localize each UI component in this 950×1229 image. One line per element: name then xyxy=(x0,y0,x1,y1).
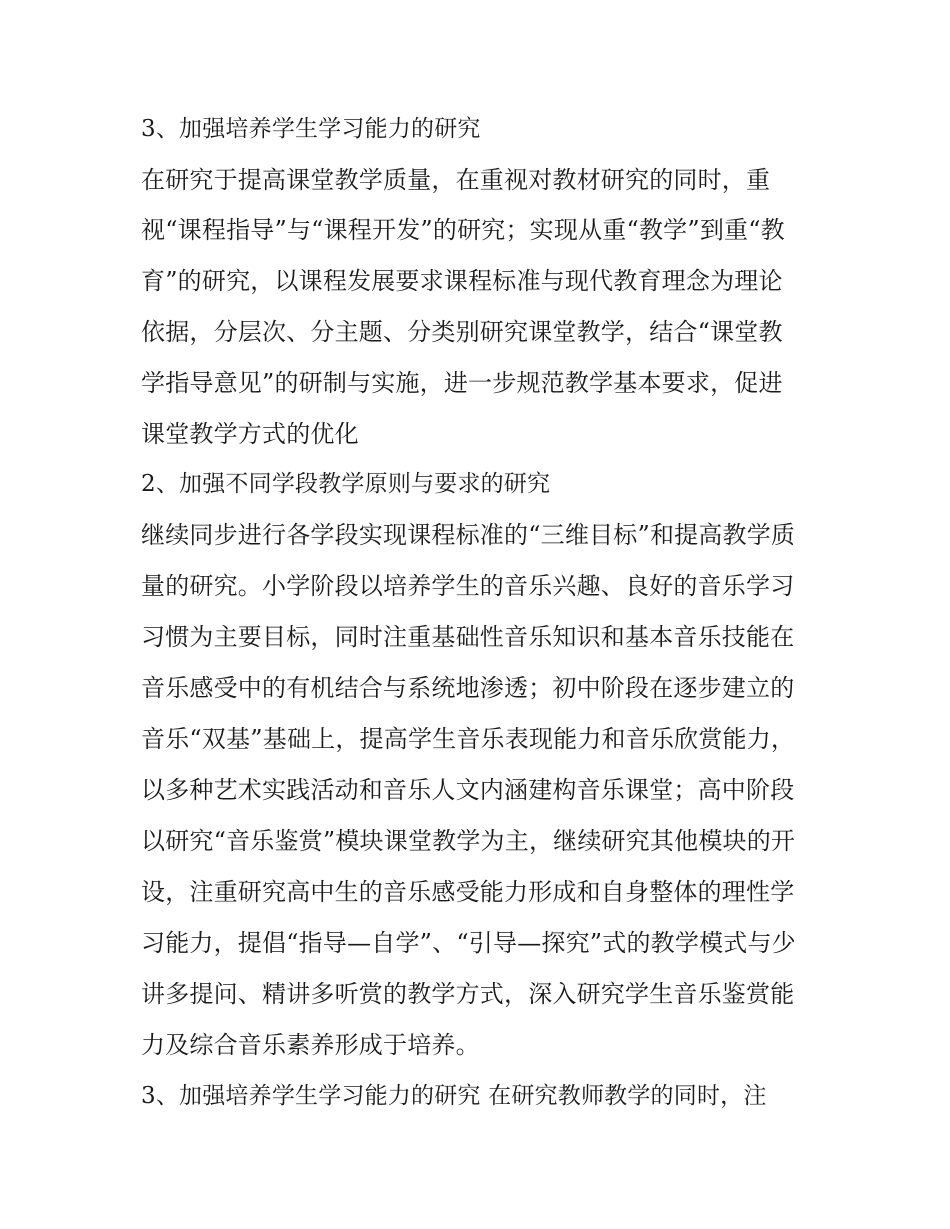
paragraph-line: 力及综合音乐素养形成于培养。 xyxy=(141,1031,480,1059)
paragraph-line: 育”的研究，以课程发展要求课程标准与现代教育理念为理论 xyxy=(141,267,783,295)
paragraph-line: 设，注重研究高中生的音乐感受能力形成和自身整体的理性学 xyxy=(141,878,795,906)
section-heading-3-repeat: 3、加强培养学生学习能力的研究 在研究教师教学的同时，注 xyxy=(141,1083,767,1109)
paragraph-line: 讲多提问、精讲多听赏的教学方式，深入研究学生音乐鉴赏能 xyxy=(141,980,795,1008)
paragraph-line: 量的研究。小学阶段以培养学生的音乐兴趣、良好的音乐学习 xyxy=(141,572,795,600)
paragraph-line: 习能力，提倡“指导—自学”、“引导—探究”式的教学模式与少 xyxy=(141,929,796,957)
paragraph-line: 以多种艺术实践活动和音乐人文内涵建构音乐课堂；高中阶段 xyxy=(141,776,795,804)
paragraph-line: 学指导意见”的研制与实施，进一步规范教学基本要求，促进 xyxy=(141,369,783,397)
paragraph-line: 以研究“音乐鉴赏”模块课堂教学为主，继续研究其他模块的开 xyxy=(141,827,796,855)
paragraph-line: 视“课程指导”与“课程开发”的研究；实现从重“教学”到重“教 xyxy=(141,216,785,244)
paragraph-line: 课堂教学方式的优化 xyxy=(141,420,359,448)
section-heading-3: 3、加强培养学生学习能力的研究 xyxy=(141,116,481,142)
section-heading-2: 2、加强不同学段教学原则与要求的研究 xyxy=(141,471,551,497)
paragraph-line: 依据，分层次、分主题、分类别研究课堂教学，结合“课堂教 xyxy=(141,318,783,346)
paragraph-line: 习惯为主要目标，同时注重基础性音乐知识和基本音乐技能在 xyxy=(141,623,795,651)
paragraph-line: 音乐感受中的有机结合与系统地渗透；初中阶段在逐步建立的 xyxy=(141,674,795,702)
paragraph-line: 继续同步进行各学段实现课程标准的“三维目标”和提高教学质 xyxy=(141,521,796,549)
paragraph-line: 在研究于提高课堂教学质量，在重视对教材研究的同时，重 xyxy=(141,166,771,194)
paragraph-line: 音乐“双基”基础上，提高学生音乐表现能力和音乐欣赏能力， xyxy=(141,725,796,753)
